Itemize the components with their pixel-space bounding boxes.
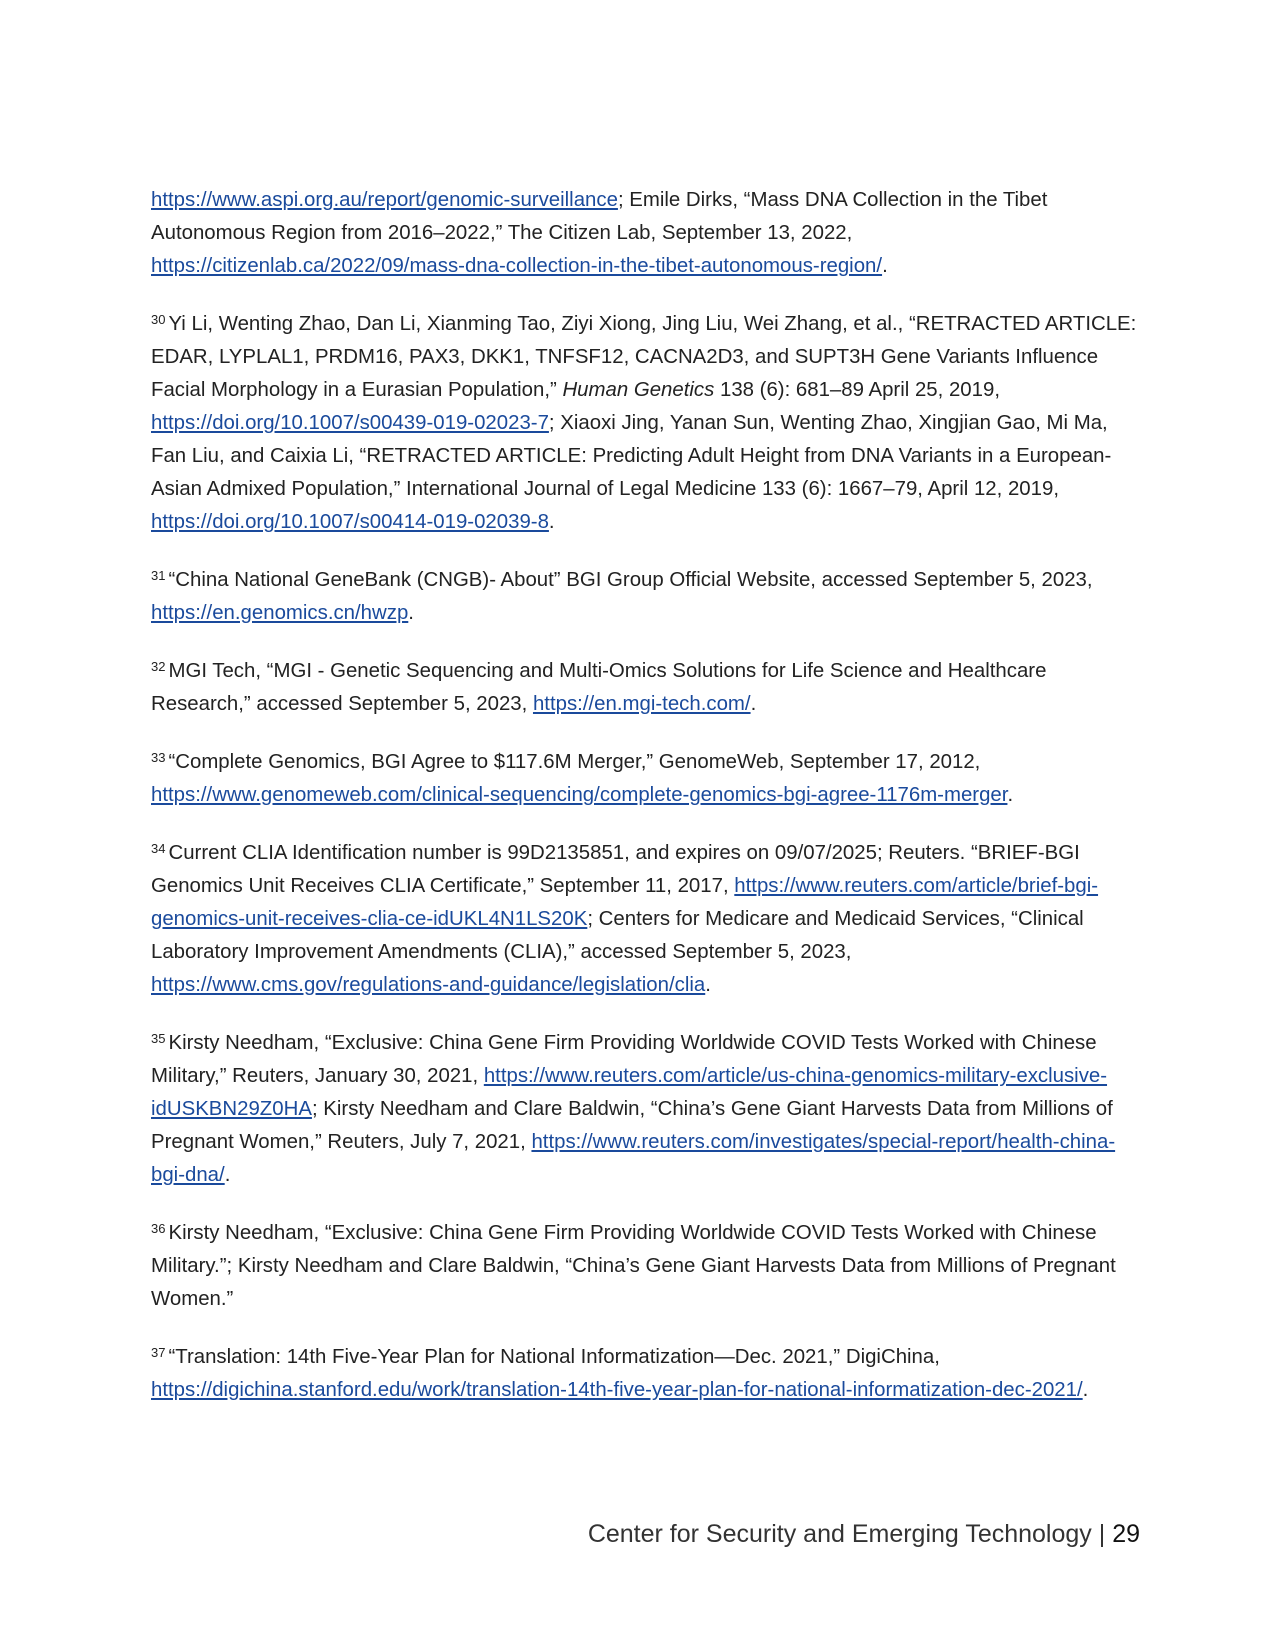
endnote-35 <box>151 1027 1146 1192</box>
link-doi-legal-medicine[interactable]: https://doi.org/10.1007/s00414-019-02039-8 <box>151 511 549 533</box>
footnote-number: 37 <box>151 1345 166 1360</box>
footnote-number: 31 <box>151 568 166 583</box>
endnote-37 <box>151 1341 1146 1407</box>
note-text: Yi Li, Wenting Zhao, Dan Li, Xianming Tao, Ziyi Xiong, Jing Liu, Wei Zhang, et al., “RETRACTED ARTICLE: EDAR, LYPLAL1, PRDM16, PAX3, DKK1, TNFSF12, CACNA2D3, and SUPT3H Gene Variants Influence Facial Morphology in a Eurasian Population,” <box>151 313 1137 401</box>
page-number: 29 <box>1112 1520 1140 1548</box>
endnote-29-continuation <box>151 184 1146 283</box>
note-text: “China National GeneBank (CNGB)- About” BGI Group Official Website, accessed September 5, 2023, <box>168 569 1093 591</box>
note-text: Kirsty Needham, “Exclusive: China Gene Firm Providing Worldwide COVID Tests Worked with Chinese Military.”; Kirsty Needham and Clare Baldwin, “China’s Gene Giant Harvests Data from Millions of Pregnant Women.” <box>151 1222 1116 1310</box>
footnote-number: 34 <box>151 841 166 856</box>
link-bgi-genomics[interactable]: https://en.genomics.cn/hwzp <box>151 602 409 624</box>
note-text: . <box>1007 784 1014 806</box>
footer-org: Center for Security and Emerging Technology | <box>587 1520 1113 1548</box>
link-aspi-genomic-surveillance[interactable]: https://www.aspi.org.au/report/genomic-surveillance <box>151 189 618 211</box>
note-text: “Translation: 14th Five-Year Plan for National Informatization—Dec. 2021,” DigiChina, <box>168 1346 940 1368</box>
note-text: . <box>882 255 888 277</box>
endnote-30 <box>151 308 1146 539</box>
footnote-number: 36 <box>151 1221 166 1236</box>
link-doi-human-genetics[interactable]: https://doi.org/10.1007/s00439-019-02023-7 <box>151 412 549 434</box>
note-text: . <box>408 602 414 624</box>
endnote-32 <box>151 655 1146 721</box>
note-text: “Complete Genomics, BGI Agree to $117.6M Merger,” GenomeWeb, September 17, 2012, <box>168 751 981 773</box>
note-text: . <box>750 693 757 715</box>
link-citizenlab-tibet-dna[interactable]: https://citizenlab.ca/2022/09/mass-dna-collection-in-the-tibet-autonomous-region/ <box>151 255 883 277</box>
link-mgi-tech[interactable]: https://en.mgi-tech.com/ <box>532 693 751 715</box>
note-text: . <box>224 1164 231 1186</box>
link-reuters-clia[interactable]: https://www.reuters.com/article/brief-bgi-genomics-unit-receives-clia-ce-idUKL4N1LS20K <box>151 875 1099 930</box>
note-text: . <box>548 511 555 533</box>
link-genomeweb[interactable]: https://www.genomeweb.com/clinical-sequencing/complete-genomics-bgi-agree-1176m-merger <box>151 784 1008 806</box>
link-reuters-bgi-dna[interactable]: https://www.reuters.com/investigates/special-report/health-china-bgi-dna/ <box>151 1131 1116 1186</box>
endnote-34 <box>151 837 1146 1002</box>
note-text: ; Xiaoxi Jing, Yanan Sun, Wenting Zhao, Xingjian Gao, Mi Ma, Fan Liu, and Caixia Li, “RETRACTED ARTICLE: Predicting Adult Height from DNA Variants in a European-Asian Admixed Population,” International Journal of Legal Medicine 133 (6): 1667–79, April 12, 2019, <box>151 412 1112 500</box>
note-text: 138 (6): 681–89 April 25, 2019, <box>714 379 1000 401</box>
note-text: Kirsty Needham, “Exclusive: China Gene Firm Providing Worldwide COVID Tests Worked with Chinese Military,” Reuters, January 30, 2021, <box>151 1032 1097 1087</box>
note-text: ; Kirsty Needham and Clare Baldwin, “China’s Gene Giant Harvests Data from Millions of Pregnant Women,” Reuters, July 7, 2021, <box>151 1098 1113 1153</box>
footnote-number: 30 <box>151 312 166 327</box>
journal-title: Human Genetics <box>562 379 715 401</box>
footnote-number: 33 <box>151 750 166 765</box>
note-text: ; Emile Dirks, “Mass DNA Collection in the Tibet Autonomous Region from 2016–2022,” The Citizen Lab, September 13, 2022, <box>151 189 1048 244</box>
note-text: . <box>1082 1379 1089 1401</box>
note-text: MGI Tech, “MGI - Genetic Sequencing and Multi-Omics Solutions for Life Science and Healthcare Research,” accessed September 5, 2023, <box>151 660 1047 715</box>
link-digichina[interactable]: https://digichina.stanford.edu/work/translation-14th-five-year-plan-for-national-informatization-dec-2021/ <box>151 1379 1083 1401</box>
endnotes <box>151 184 1146 1432</box>
link-cms-clia[interactable]: https://www.cms.gov/regulations-and-guidance/legislation/clia <box>151 974 706 996</box>
note-text: Current CLIA Identification number is 99D2135851, and expires on 09/07/2025; Reuters. “BRIEF-BGI Genomics Unit Receives CLIA Certificate,” September 11, 2017, <box>151 842 1080 897</box>
footnote-number: 35 <box>151 1031 166 1046</box>
endnote-31 <box>151 564 1146 630</box>
endnote-36 <box>151 1217 1146 1316</box>
note-text: . <box>705 974 711 996</box>
footnote-number: 32 <box>151 659 166 674</box>
page-footer <box>580 1520 1140 1549</box>
endnote-33 <box>151 746 1146 812</box>
note-text: ; Centers for Medicare and Medicaid Services, “Clinical Laboratory Improvement Amendments (CLIA),” accessed September 5, 2023, <box>151 908 1084 963</box>
link-reuters-genomics-military[interactable]: https://www.reuters.com/article/us-china-genomics-military-exclusive-idUSKBN29Z0HA <box>151 1065 1108 1120</box>
